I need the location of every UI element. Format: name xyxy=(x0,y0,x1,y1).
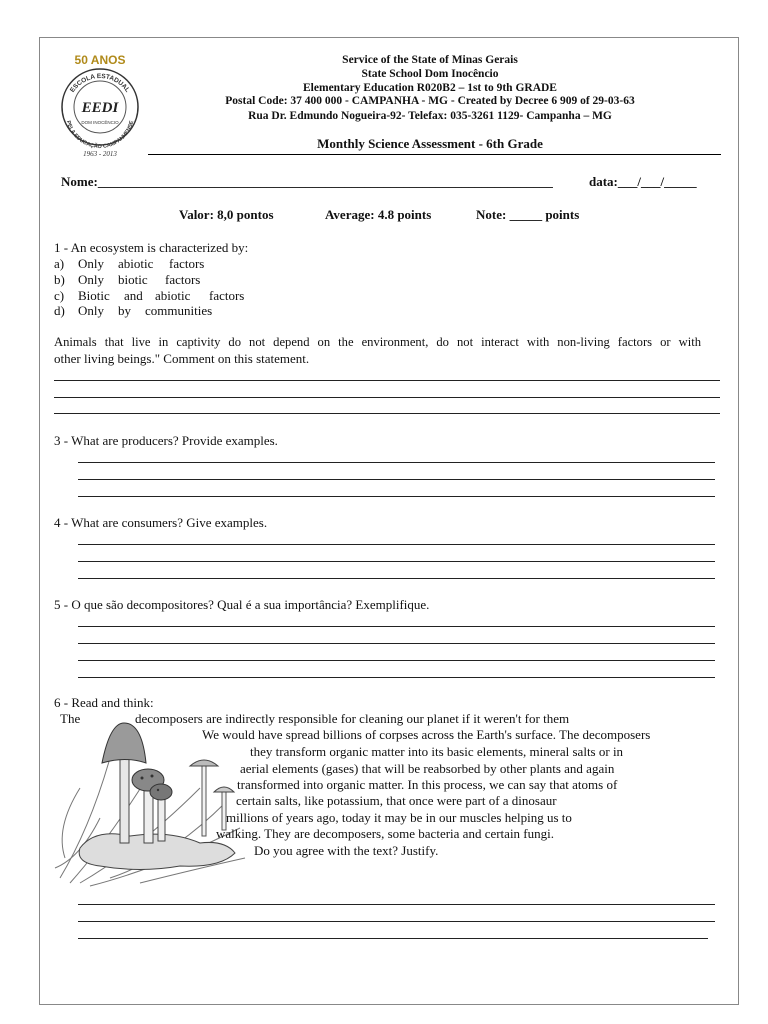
answer-line[interactable] xyxy=(78,544,715,545)
logo-monogram: EEDI xyxy=(81,100,119,116)
answer-line[interactable] xyxy=(78,938,708,939)
answer-line[interactable] xyxy=(78,643,715,644)
school-logo xyxy=(52,52,148,162)
q6-text-line: We would have spread billions of corpses across the Earth's surface. The decomposers xyxy=(202,727,651,742)
note-field[interactable]: Note: _____ points xyxy=(476,207,580,222)
average-text: Average: 4.8 points xyxy=(325,207,432,222)
q6-text-line: decomposers are indirectly responsible for cleaning our planet if it weren't for them xyxy=(135,711,570,726)
name-label: Nome: xyxy=(61,174,98,189)
name-field[interactable] xyxy=(61,174,553,190)
answer-line[interactable] xyxy=(78,626,715,627)
answer-line[interactable] xyxy=(78,904,715,905)
header-line-5: Rua Dr. Edmundo Nogueira-92- Telefax: 035-3261 1129- Campanha – MG xyxy=(248,110,612,122)
q6-question: Do you agree with the text? Justify. xyxy=(254,843,439,858)
q6-text-line: transformed into organic matter. In this process, we can say that atoms of xyxy=(237,777,618,792)
logo-anniversary: 50 ANOS xyxy=(74,53,126,67)
q6-text-line: certain salts, like potassium, that once were part of a dinosaur xyxy=(236,793,557,808)
answer-line[interactable] xyxy=(54,397,720,398)
q2-line-2: other living beings." Comment on this statement. xyxy=(54,351,310,366)
logo-years: 1963 - 2013 xyxy=(83,150,117,158)
q3-prompt: 3 - What are producers? Provide examples. xyxy=(54,433,278,448)
answer-line[interactable] xyxy=(78,561,715,562)
q6-prompt: 6 - Read and think: xyxy=(54,695,154,710)
answer-line[interactable] xyxy=(78,677,715,678)
q5-prompt: 5 - O que são decompositores? Qual é a sua importância? Exemplifique. xyxy=(54,597,430,612)
q1-option-b[interactable]: b) Only biotic factors xyxy=(54,272,201,287)
header-line-4: Postal Code: 37 400 000 - CAMPANHA - MG - Created by Decree 6 909 of 29-03-63 xyxy=(225,95,635,107)
logo-ring-bottom: PELA EDUCAÇÃO CAMPANHENSE xyxy=(64,120,136,151)
header-line-3: Elementary Education R020B2 – 1st to 9th GRADE xyxy=(303,82,557,94)
header-line-1: Service of the State of Minas Gerais xyxy=(342,54,518,66)
answer-line[interactable] xyxy=(78,479,715,480)
name-blank: ______________________________________________________________________ xyxy=(97,174,553,189)
q6-text-line: aerial elements (gases) that will be reabsorbed by other plants and again xyxy=(240,761,615,776)
q4-prompt: 4 - What are consumers? Give examples. xyxy=(54,515,268,530)
header-rule xyxy=(148,154,721,155)
answer-line[interactable] xyxy=(54,380,720,381)
answer-line[interactable] xyxy=(78,660,715,661)
answer-line[interactable] xyxy=(78,921,715,922)
q1-option-d[interactable]: d) Only by communities xyxy=(54,303,213,318)
page-title: Monthly Science Assessment - 6th Grade xyxy=(317,136,543,151)
answer-line[interactable] xyxy=(78,462,715,463)
mushroom-illustration xyxy=(50,718,250,888)
date-blank: ___/___/_____ xyxy=(617,174,697,189)
date-field[interactable] xyxy=(589,174,697,190)
q6-text-line: they transform organic matter into its basic elements, mineral salts or in xyxy=(250,744,624,759)
logo-ring-top: ESCOLA ESTADUAL xyxy=(69,72,131,94)
answer-line[interactable] xyxy=(78,496,715,497)
q2-line-1: Animals that live in captivity do not depend on the environment, do not interact with non-living factors or with xyxy=(54,335,701,349)
header-line-2: State School Dom Inocêncio xyxy=(361,68,499,80)
answer-line[interactable] xyxy=(78,578,715,579)
q6-text-line: millions of years ago, today it may be in our muscles helping us to xyxy=(226,810,572,825)
q1-prompt: 1 - An ecosystem is characterized by: xyxy=(54,240,249,255)
logo-ring-name: DOM INOCÊNCIO xyxy=(81,120,119,125)
valor-text: Valor: 8,0 pontos xyxy=(179,207,274,222)
q1-option-c[interactable]: c) Biotic and abiotic factors xyxy=(54,288,245,303)
date-label: data: xyxy=(589,174,618,189)
q6-text-the: The xyxy=(60,711,81,726)
q6-text-line: walking. They are decomposers, some bacteria and certain fungi. xyxy=(216,826,554,841)
q1-option-a[interactable]: a) Only abiotic factors xyxy=(54,256,205,271)
answer-line[interactable] xyxy=(54,413,720,414)
